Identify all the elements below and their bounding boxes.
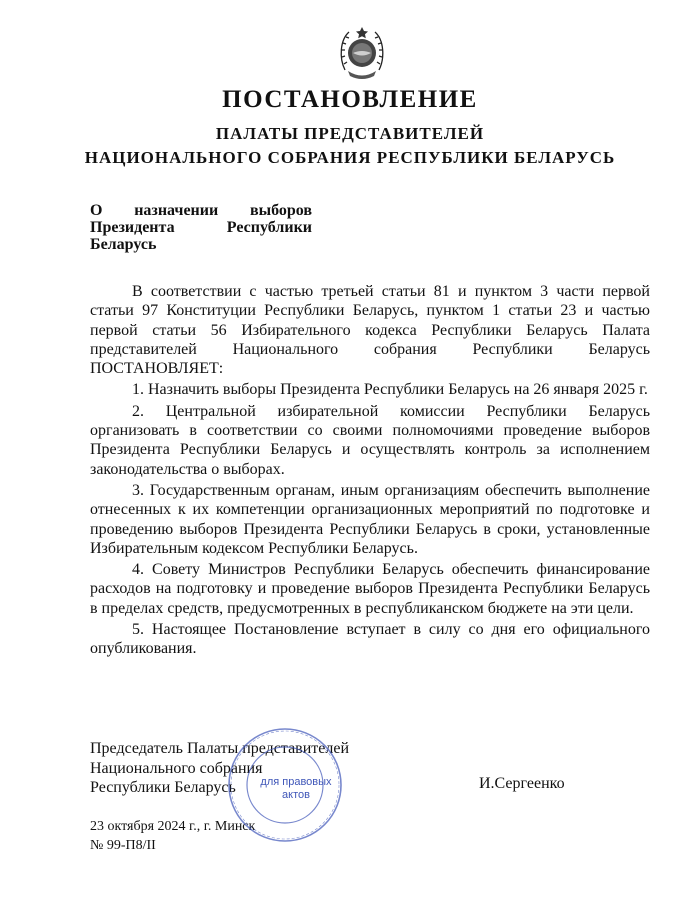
belarus-state-emblem-icon — [339, 24, 385, 82]
subject-line: О назначении выборов — [90, 202, 312, 219]
issuer-line: ПАЛАТЫ ПРЕДСТАВИТЕЛЕЙ — [215, 124, 485, 143]
stamp-line: для правовых — [260, 776, 332, 788]
position-line: Председатель Палаты представителей — [90, 740, 350, 757]
subject-line: Президента Республики — [90, 219, 312, 236]
stamp-line: актов — [282, 789, 310, 801]
clause-paragraph: 4. Совету Министров Республики Беларусь обеспечить финансирование расходов на подготовку и проведение выборов Президента Республики Беларусь в пределах средств, предусмотренных в республиканском бюджете на эти цели. — [90, 561, 650, 617]
issuer-heading — [0, 122, 700, 170]
preamble-paragraph: В соответствии с частью третьей статьи 81 и пунктом 3 части первой статьи 97 Конституции Республики Беларусь, пунктом 1 статьи 23 и частью первой статьи 56 Избирательного кодекса Республики Беларусь Палата представителей Национального собрания Республики Беларусь ПОСТАНОВЛЯЕТ: — [90, 283, 650, 378]
stamp-label — [246, 776, 346, 802]
document-body — [90, 282, 650, 659]
document-type-title: ПОСТАНОВЛЕНИЕ — [222, 86, 478, 113]
position-line: Республики Беларусь — [90, 779, 236, 796]
clause-paragraph: 3. Государственным органам, иным организациям обеспечить выполнение отнесенных к их компетенции организационных мероприятий по подготовке и проведению выборов Президента Республики Беларусь в сроки, установленные Избирательным кодексом Республики Беларусь. — [90, 481, 650, 557]
document-subject — [90, 202, 312, 253]
clause-paragraph: 5. Настоящее Постановление вступает в силу со дня его официального опубликования. — [90, 621, 650, 658]
date-place: 23 октября 2024 г., г. Минск — [90, 819, 256, 834]
document-number: № 99-П8/II — [90, 838, 156, 853]
clause-paragraph: 2. Центральной избирательной комиссии Республики Беларусь организовать в соответствии со своими полномочиями проведение выборов Президента Республики Беларусь и осуществлять контроль за исполнением законодательства о выборах. — [90, 402, 650, 478]
position-line: Национального собрания — [90, 759, 263, 777]
signer-name: И.Сергеенко — [479, 775, 565, 792]
issuer-line: НАЦИОНАЛЬНОГО СОБРАНИЯ РЕСПУБЛИКИ БЕЛАРУСЬ — [84, 148, 616, 167]
subject-line: Беларусь — [90, 236, 157, 253]
clause-paragraph: 1. Назначить выборы Президента Республики Беларусь на 26 января 2025 г. — [132, 381, 648, 399]
